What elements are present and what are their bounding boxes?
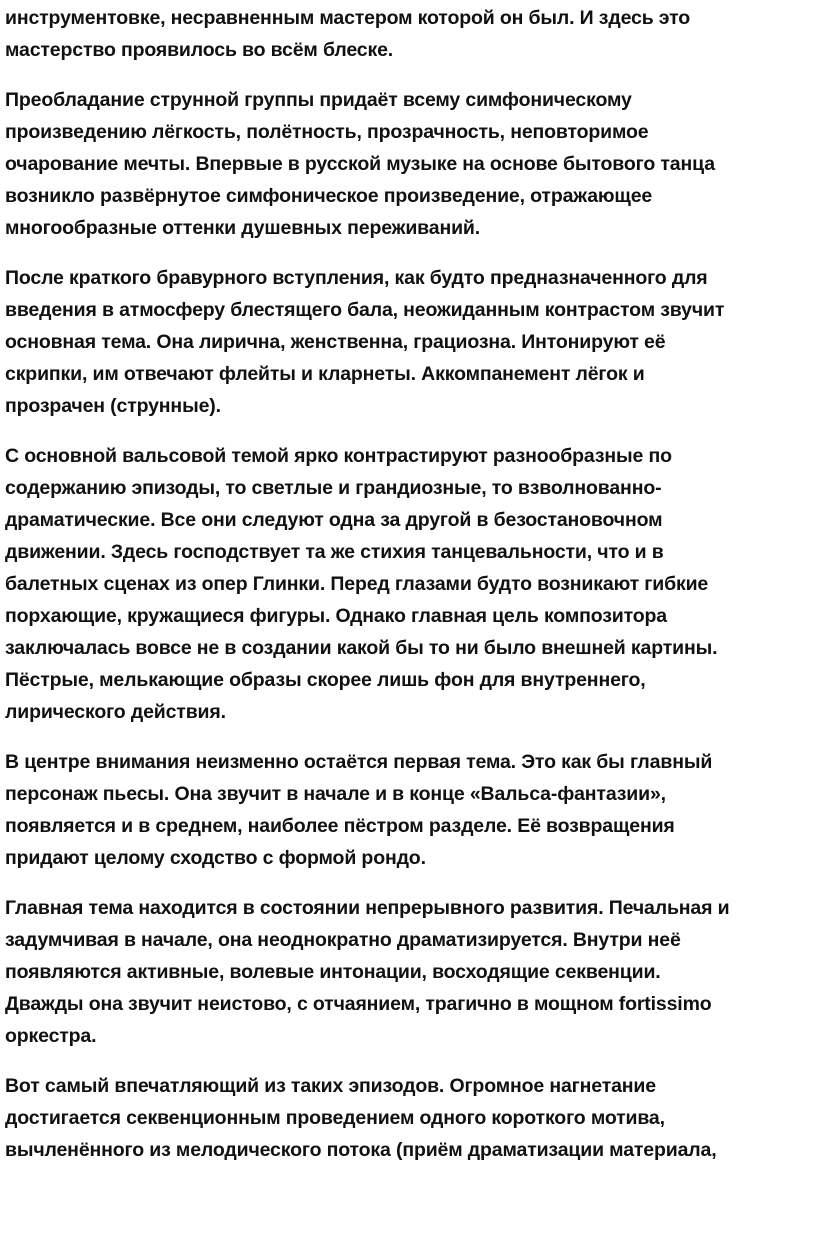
paragraph (5, 262, 811, 422)
paragraph (5, 746, 811, 874)
text-line: очарование мечты. Впервые в русской музыке на основе бытового танца (5, 153, 715, 175)
text-line: появляется и в среднем, наиболее пёстром разделе. Её возвращения (5, 815, 675, 837)
text-line: основная тема. Она лирична, женственна, грациозна. Интонируют её (5, 331, 666, 353)
text-line: Главная тема находится в состоянии непрерывного развития. Печальная и (5, 897, 730, 919)
text-line: Дважды она звучит неистово, с отчаянием, трагично в мощном fortissimo (5, 993, 712, 1015)
text-line: балетных сценах из опер Глинки. Перед глазами будто возникают гибкие (5, 573, 709, 595)
text-line: содержанию эпизоды, то светлые и грандиозные, то взволнованно- (5, 477, 662, 499)
text-line: Пёстрые, мелькающие образы скорее лишь фон для внутреннего, (5, 669, 646, 691)
text-line: заключалась вовсе не в создании какой бы то ни было внешней картины. (5, 637, 718, 659)
text-line: С основной вальсовой темой ярко контрастируют разнообразные по (5, 445, 672, 467)
text-line: инструментовке, несравненным мастером которой он был. И здесь это (5, 7, 691, 29)
text-line: задумчивая в начале, она неоднократно драматизируется. Внутри неё (5, 929, 681, 951)
text-line: появляются активные, волевые интонации, восходящие секвенции. (5, 961, 661, 983)
text-line: порхающие, кружащиеся фигуры. Однако главная цель композитора (5, 605, 667, 627)
text-line: оркестра. (5, 1025, 97, 1047)
text-line: придают целому сходство с формой рондо. (5, 847, 426, 869)
paragraph (5, 440, 811, 728)
text-line: После краткого бравурного вступления, как будто предназначенного для (5, 267, 708, 289)
text-line: мастерство проявилось во всём блеске. (5, 39, 394, 61)
paragraph (5, 1070, 811, 1166)
document-body (5, 0, 811, 1184)
text-line: вычленённого из мелодического потока (приём драматизации материала, (5, 1139, 717, 1161)
text-line: произведению лёгкость, полётность, прозрачность, неповторимое (5, 121, 649, 143)
text-line: Вот самый впечатляющий из таких эпизодов. Огромное нагнетание (5, 1075, 656, 1097)
text-line: лирического действия. (5, 701, 226, 723)
text-line: В центре внимания неизменно остаётся первая тема. Это как бы главный (5, 751, 713, 773)
text-line: драматические. Все они следуют одна за другой в безостановочном (5, 509, 663, 531)
text-line: достигается секвенционным проведением одного короткого мотива, (5, 1107, 665, 1129)
text-line: прозрачен (струнные). (5, 395, 221, 417)
text-line: скрипки, им отвечают флейты и кларнеты. Аккомпанемент лёгок и (5, 363, 645, 385)
text-line: персонаж пьесы. Она звучит в начале и в конце «Вальса-фантазии», (5, 783, 666, 805)
text-line: введения в атмосферу блестящего бала, неожиданным контрастом звучит (5, 299, 725, 321)
text-line: многообразные оттенки душевных переживаний. (5, 217, 481, 239)
text-line: Преобладание струнной группы придаёт всему симфоническому (5, 89, 632, 111)
text-line: движении. Здесь господствует та же стихия танцевальности, что и в (5, 541, 664, 563)
paragraph (5, 84, 811, 244)
text-line: возникло развёрнутое симфоническое произведение, отражающее (5, 185, 653, 207)
paragraph (5, 2, 811, 66)
paragraph (5, 892, 811, 1052)
